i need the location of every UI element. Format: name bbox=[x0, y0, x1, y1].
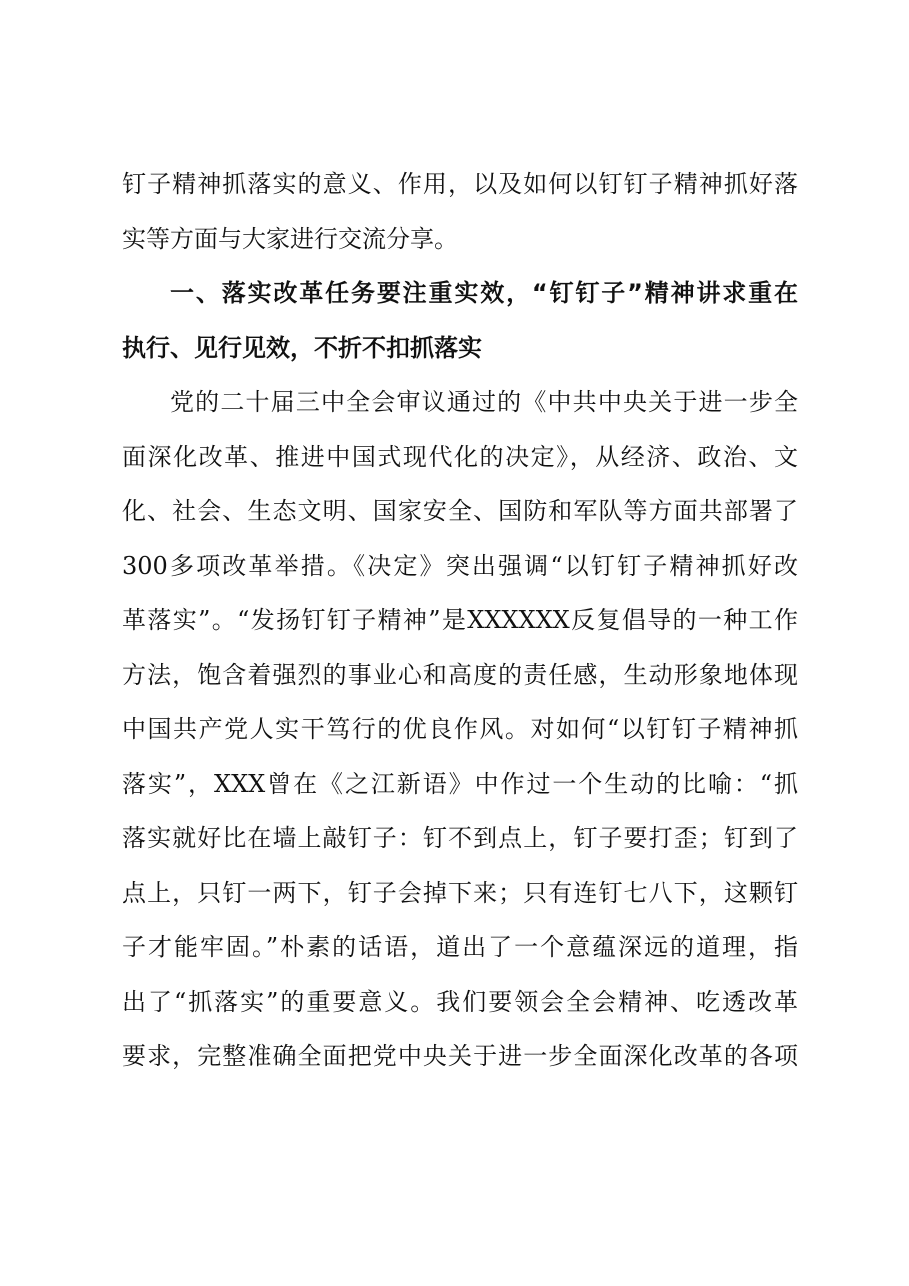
text-line: 面深化改革、推进中国式现代化的决定》，从经济、政治、文 bbox=[122, 442, 798, 471]
text-line: 革落实”。“发扬钉钉子精神”是XXXXXX反复倡导的一种工作 bbox=[122, 606, 798, 634]
text-line: 点上，只钉一两下，钉子会掉下来；只有连钉七八下，这颗钉 bbox=[122, 878, 798, 907]
text-line: 子才能牢固。”朴素的话语，道出了一个意蕴深远的道理，指 bbox=[122, 933, 798, 961]
text-line: 出了“抓落实”的重要意义。我们要领会全会精神、吃透改革 bbox=[122, 987, 798, 1016]
text-line: 落实”，XXX曾在《之江新语》中作过一个生动的比喻：“抓 bbox=[122, 769, 798, 798]
intro-paragraph bbox=[122, 157, 798, 266]
text-line: 中国共产党人实干笃行的优良作风。对如何“以钉钉子精神抓 bbox=[122, 715, 798, 743]
text-line: 党的二十届三中全会审议通过的《中共中央关于进一步全 bbox=[170, 388, 798, 416]
section-heading bbox=[122, 266, 798, 375]
text-line: 落实就好比在墙上敲钉子：钉不到点上，钉子要打歪；钉到了 bbox=[122, 824, 798, 852]
text-line: 实等方面与大家进行交流分享。 bbox=[122, 224, 458, 253]
text-line: 方法，饱含着强烈的事业心和高度的责任感，生动形象地体现 bbox=[122, 660, 798, 689]
text-line: 要求，完整准确全面把党中央关于进一步全面深化改革的各项 bbox=[122, 1042, 798, 1070]
text-line: 化、社会、生态文明、国家安全、国防和军队等方面共部署了 bbox=[122, 497, 798, 525]
heading-line: 执行、见行见效，不折不扣抓落实 bbox=[122, 333, 482, 362]
document-body bbox=[122, 157, 798, 1084]
text-line: 300多项改革举措。《决定》突出强调“以钉钉子精神抓好改 bbox=[122, 551, 798, 580]
body-paragraph bbox=[122, 375, 798, 1084]
text-line: 钉子精神抓落实的意义、作用，以及如何以钉钉子精神抓好落 bbox=[122, 170, 798, 198]
heading-line: 一、落实改革任务要注重实效，“钉钉子”精神讲求重在 bbox=[170, 279, 798, 307]
